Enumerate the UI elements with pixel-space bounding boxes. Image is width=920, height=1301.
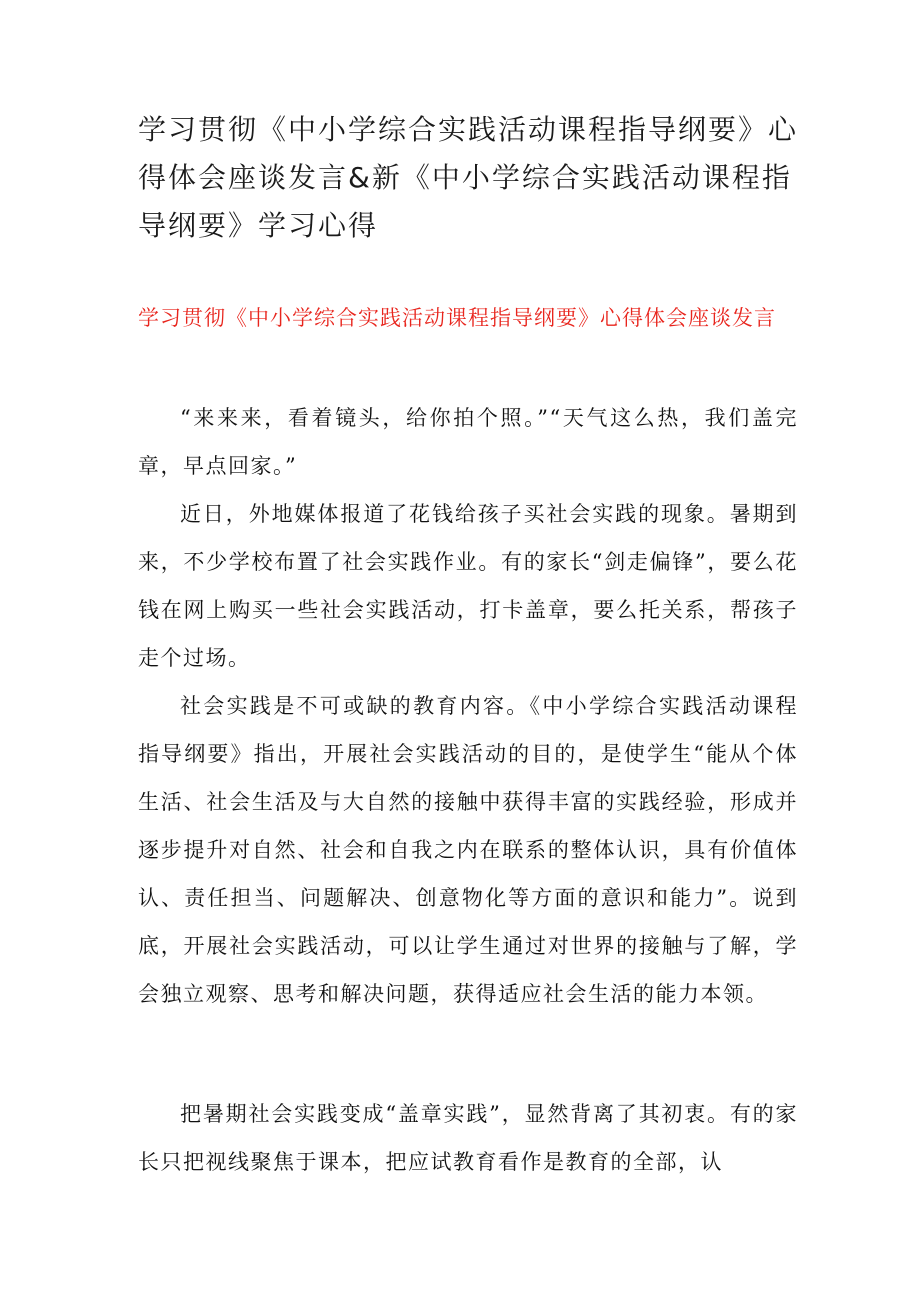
paragraph-quote: “来来来，看着镜头，给你拍个照。”“天气这么热，我们盖完章，早点回家。” — [138, 406, 798, 478]
document-title: 学习贯彻《中小学综合实践活动课程指导纲要》心得体会座谈发言&新《中小学综合实践活动课程指导纲要》学习心得 — [138, 113, 799, 242]
body-text-block-continued — [138, 1090, 798, 1186]
paragraph-guideline: 社会实践是不可或缺的教育内容。《中小学综合实践活动课程指导纲要》指出，开展社会实践活动的目的，是使学生“能从个体生活、社会生活及与大自然的接触中获得丰富的实践经验，形成并逐步提升对自然、社会和自我之内在联系的整体认识，具有价值体认、责任担当、问题解决、创意物化等方面的意识和能力”。说到底，开展社会实践活动，可以让学生通过对世界的接触与了解，学会独立观察、思考和解决问题，获得适应社会生活的能力本领。 — [138, 694, 798, 1006]
paragraph-report: 近日，外地媒体报道了花钱给孩子买社会实践的现象。暑期到来，不少学校布置了社会实践作业。有的家长“剑走偏锋”，要么花钱在网上购买一些社会实践活动，打卡盖章，要么托关系，帮孩子走个过场。 — [138, 502, 798, 670]
body-text-block — [138, 394, 798, 1018]
section-heading: 学习贯彻《中小学综合实践活动课程指导纲要》心得体会座谈发言 — [138, 306, 776, 330]
paragraph-stamp-practice: 把暑期社会实践变成“盖章实践”，显然背离了其初衷。有的家长只把视线聚焦于课本，把应试教育看作是教育的全部，认 — [138, 1102, 798, 1174]
